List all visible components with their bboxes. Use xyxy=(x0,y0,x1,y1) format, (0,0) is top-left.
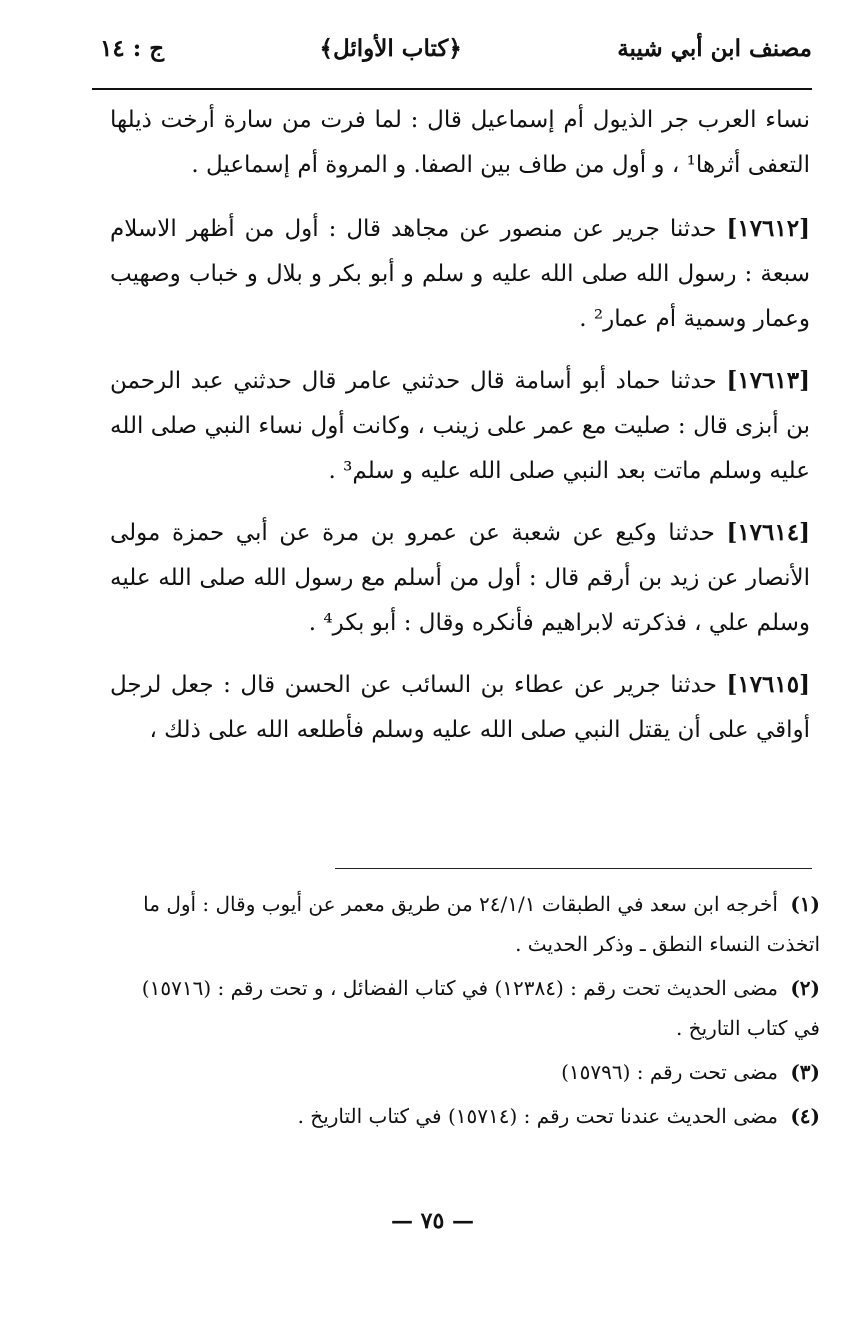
hadith-text: حدثنا وكيع عن شعبة عن عمرو بن مرة عن أبي حمزة مولى الأنصار عن زيد بن أرقم قال : أول من أسلم مع رسول الله صلى الله عليه وسلم علي ، فذكرته لابراهيم فأنكره وقال : أبو بكر⁴ . xyxy=(110,520,810,636)
hadith-entry xyxy=(110,206,810,342)
book-title: مصنف ابن أبي شيبة xyxy=(617,34,812,62)
paragraph-text: نساء العرب جر الذيول أم إسماعيل قال : لما فرت من سارة أرخت ذيلها التعفى أثرها¹ ، و أول من طاف بين الصفا. و المروة أم إسماعيل . xyxy=(110,107,810,178)
header-rule xyxy=(92,88,812,90)
footnote xyxy=(120,1096,820,1136)
hadith-text: حدثنا جرير عن منصور عن مجاهد قال : أول من أظهر الاسلام سبعة : رسول الله صلى الله عليه و سلم و أبو بكر و بلال و خباب وصهيب وعمار وسمية أم عمار² . xyxy=(110,216,810,332)
footnote-number: (٣) xyxy=(790,1060,820,1084)
chapter-title: ﴿كتاب الأوائل﴾ xyxy=(319,34,462,62)
main-text xyxy=(110,98,810,769)
volume-number: ج : ١٤ xyxy=(100,34,165,62)
footnote xyxy=(120,1052,820,1092)
footnotes xyxy=(120,884,820,1140)
footnote-text: مضى الحديث عندنا تحت رقم : (١٥٧١٤) في كتاب التاريخ . xyxy=(297,1104,778,1128)
continued-paragraph xyxy=(110,98,810,188)
footnote-text: مضى تحت رقم : (١٥٧٩٦) xyxy=(561,1060,778,1084)
hadith-number: [١٧٦١٢] xyxy=(726,215,811,242)
hadith-text: حدثنا حماد أبو أسامة قال حدثني عامر قال حدثني عبد الرحمن بن أبزى قال : صليت مع عمر على زينب ، وكانت أول نساء النبي صلى الله عليه وسلم ماتت بعد النبي صلى الله عليه و سلم³ . xyxy=(110,368,810,484)
footnote-rule xyxy=(335,868,812,869)
hadith-text: حدثنا جرير عن عطاء بن السائب عن الحسن قال : جعل لرجل أواقي على أن يقتل النبي صلى الله عليه وسلم فأطلعه الله على ذلك ، xyxy=(110,672,810,743)
page-number: — ٧٥ — xyxy=(391,1208,474,1234)
hadith-number: [١٧٦١٣] xyxy=(726,367,811,394)
hadith-entry xyxy=(110,662,810,753)
hadith-number: [١٧٦١٤] xyxy=(726,519,810,546)
footnote-number: (٢) xyxy=(790,976,820,1000)
footnote-text: مضى الحديث تحت رقم : (١٢٣٨٤) في كتاب الفضائل ، و تحت رقم : (١٥٧١٦) في كتاب التاريخ . xyxy=(141,976,820,1040)
hadith-entry xyxy=(110,510,810,646)
hadith-entry xyxy=(110,358,810,494)
footnote-number: (١) xyxy=(790,892,820,916)
hadith-number: [١٧٦١٥] xyxy=(726,671,811,698)
footnote-text: أخرجه ابن سعد في الطبقات ٢٤/١/١ من طريق معمر عن أيوب وقال : أول ما اتخذت النساء النطق ـ وذكر الحديث . xyxy=(143,892,820,956)
footnote xyxy=(120,884,820,964)
footnote-number: (٤) xyxy=(790,1104,820,1128)
page-header xyxy=(100,28,812,68)
footnote xyxy=(120,968,820,1048)
